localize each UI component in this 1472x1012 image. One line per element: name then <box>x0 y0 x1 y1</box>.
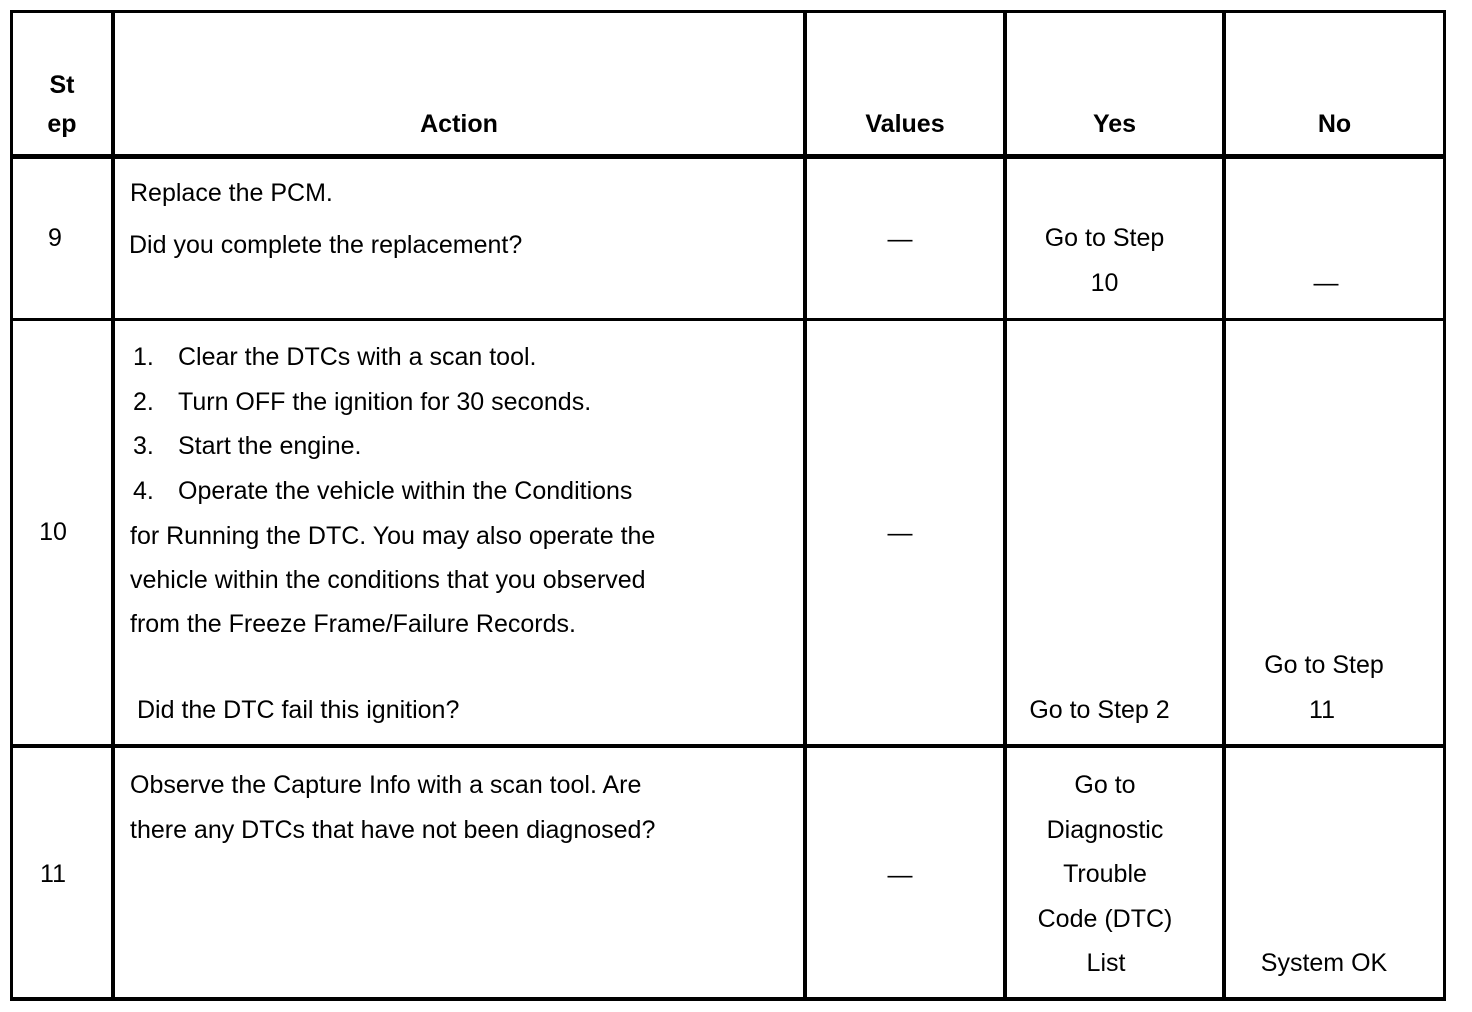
yes-cell-line: Go to <box>1074 771 1136 799</box>
header-no: No <box>1317 110 1352 138</box>
yes-cell-line: Diagnostic <box>1046 816 1164 844</box>
yes-cell-line: 10 <box>1090 269 1119 297</box>
yes-cell-line: Trouble <box>1063 860 1147 888</box>
yes-cell: Go to Step 2 <box>1029 696 1170 724</box>
row-divider-9-10 <box>10 318 1446 321</box>
header-yes: Yes <box>1092 110 1137 138</box>
action-text-line: from the Freeze Frame/Failure Records. <box>130 610 576 638</box>
action-text-line: for Running the DTC. You may also operate the <box>130 522 656 550</box>
step-number: 11 <box>40 860 66 888</box>
list-item-number: 4. <box>133 477 154 505</box>
list-item-number: 3. <box>133 432 154 460</box>
no-cell: — <box>1313 269 1339 297</box>
column-divider-values-yes <box>1003 10 1007 1001</box>
list-item-number: 2. <box>133 388 154 416</box>
yes-cell-line: List <box>1086 949 1126 977</box>
column-divider-action-values <box>803 10 807 1001</box>
action-text-line: vehicle within the conditions that you observed <box>130 566 646 594</box>
column-divider-step-action <box>111 10 115 1001</box>
list-item-text: Start the engine. <box>178 432 362 460</box>
table-border-left <box>10 10 13 1001</box>
values-cell: — <box>887 225 913 253</box>
column-divider-yes-no <box>1222 10 1226 1001</box>
list-item-number: 1. <box>133 343 154 371</box>
header-divider <box>10 154 1446 159</box>
table-border-top <box>10 10 1446 13</box>
row-divider-10-11 <box>10 744 1446 748</box>
action-text-line: there any DTCs that have not been diagnosed? <box>130 816 656 844</box>
no-cell-line: Go to Step <box>1264 651 1384 679</box>
step-number: 10 <box>39 518 67 546</box>
action-text-line: Observe the Capture Info with a scan tool. Are <box>130 771 642 799</box>
list-item-text: Clear the DTCs with a scan tool. <box>178 343 537 371</box>
yes-cell-line: Go to Step <box>1044 224 1165 252</box>
header-values: Values <box>865 110 945 138</box>
values-cell: — <box>887 861 913 889</box>
no-cell-line: 11 <box>1309 696 1335 724</box>
action-text-line: Did you complete the replacement? <box>129 231 523 259</box>
action-text-line: Replace the PCM. <box>130 179 333 207</box>
table-border-right <box>1443 10 1446 1001</box>
list-item-text: Turn OFF the ignition for 30 seconds. <box>178 388 592 416</box>
header-step-line2: ep <box>47 110 77 138</box>
step-number: 9 <box>48 224 62 252</box>
list-item-text: Operate the vehicle within the Conditions <box>178 477 633 505</box>
yes-cell-line: Code (DTC) <box>1037 905 1173 933</box>
header-step-line1: St <box>49 71 75 99</box>
action-question: Did the DTC fail this ignition? <box>137 696 460 724</box>
values-cell: — <box>887 519 913 547</box>
header-action: Action <box>420 110 498 138</box>
table-border-bottom <box>10 997 1446 1001</box>
no-cell: System OK <box>1260 949 1388 977</box>
